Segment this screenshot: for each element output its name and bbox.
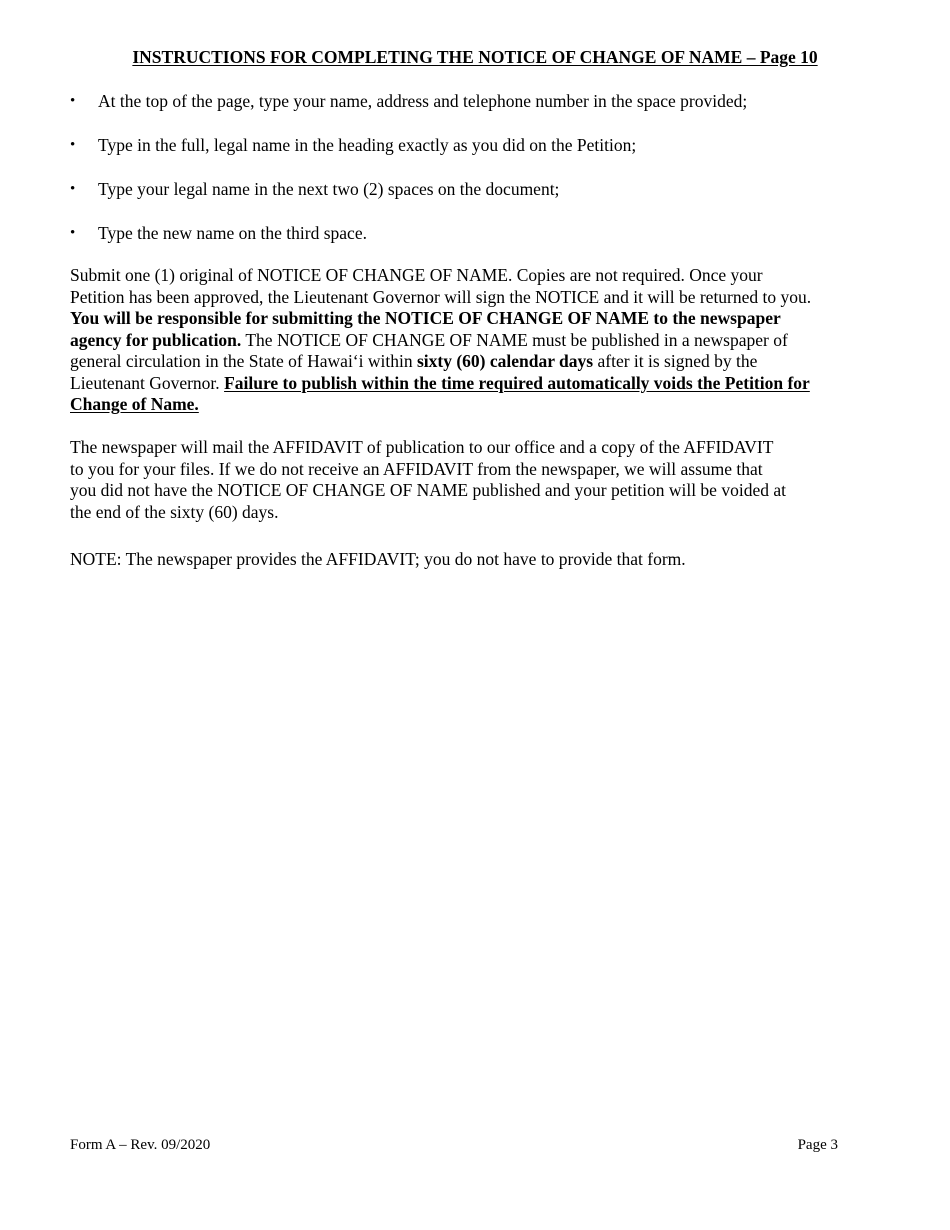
note-paragraph bbox=[70, 549, 870, 571]
list-item bbox=[70, 134, 880, 178]
paragraph-line: the end of the sixty (60) days. bbox=[70, 501, 279, 522]
affidavit-paragraph bbox=[70, 437, 870, 523]
bullet-icon: • bbox=[70, 137, 76, 153]
paragraph-line: you did not have the NOTICE OF CHANGE OF NAME published and your petition will be voided at bbox=[70, 480, 786, 500]
paragraph-line: Petition has been approved, the Lieutenant Governor will sign the NOTICE and it will be returned to you. bbox=[70, 286, 812, 307]
page-title: INSTRUCTIONS FOR COMPLETING THE NOTICE OF CHANGE OF NAME – Page 10 bbox=[132, 47, 818, 67]
note-text: NOTE: The newspaper provides the AFFIDAVIT; you do not have to provide that form. bbox=[70, 549, 686, 569]
list-item-text: Type in the full, legal name in the heading exactly as you did on the Petition; bbox=[98, 135, 637, 155]
list-item bbox=[70, 90, 880, 134]
paragraph-line bbox=[70, 351, 870, 373]
responsibility-text: You will be responsible for submitting the NOTICE OF CHANGE OF NAME to the newspaper bbox=[70, 308, 781, 328]
instruction-list bbox=[70, 90, 880, 266]
responsibility-text-end: agency for publication. bbox=[70, 329, 242, 350]
failure-warning-text-end: Change of Name. bbox=[70, 394, 199, 414]
list-item-text: Type the new name on the third space. bbox=[98, 223, 367, 243]
paragraph-line: to you for your files. If we do not receive an AFFIDAVIT from the newspaper, we will assume that bbox=[70, 458, 763, 479]
publication-requirement-text: The NOTICE OF CHANGE OF NAME must be published in a newspaper of bbox=[241, 329, 788, 350]
page-number-footer: Page 3 bbox=[797, 1137, 838, 1153]
bullet-icon: • bbox=[70, 93, 76, 109]
paragraph-line: The newspaper will mail the AFFIDAVIT of publication to our office and a copy of the AFFIDAVIT bbox=[70, 437, 774, 457]
list-item bbox=[70, 178, 880, 222]
lieutenant-governor-text: Lieutenant Governor. bbox=[70, 372, 225, 393]
paragraph-line bbox=[70, 330, 870, 352]
circulation-text: general circulation in the State of Hawai‘i within bbox=[70, 351, 417, 371]
signed-by-text: after it is signed by the bbox=[593, 351, 758, 371]
list-item-text: At the top of the page, type your name, address and telephone number in the space provided; bbox=[98, 91, 748, 111]
failure-warning-text: Failure to publish within the time required automatically voids the Petition for bbox=[224, 372, 810, 393]
bullet-icon: • bbox=[70, 181, 76, 197]
paragraph-line bbox=[70, 373, 870, 395]
deadline-text: sixty (60) calendar days bbox=[416, 351, 594, 371]
form-revision-footer: Form A – Rev. 09/2020 bbox=[70, 1137, 211, 1153]
list-item-text: Type your legal name in the next two (2) spaces on the document; bbox=[98, 179, 560, 199]
bullet-icon: • bbox=[70, 225, 76, 241]
list-item bbox=[70, 222, 880, 266]
paragraph-line: Submit one (1) original of NOTICE OF CHANGE OF NAME. Copies are not required. Once your bbox=[70, 265, 763, 285]
submission-paragraph bbox=[70, 265, 870, 416]
